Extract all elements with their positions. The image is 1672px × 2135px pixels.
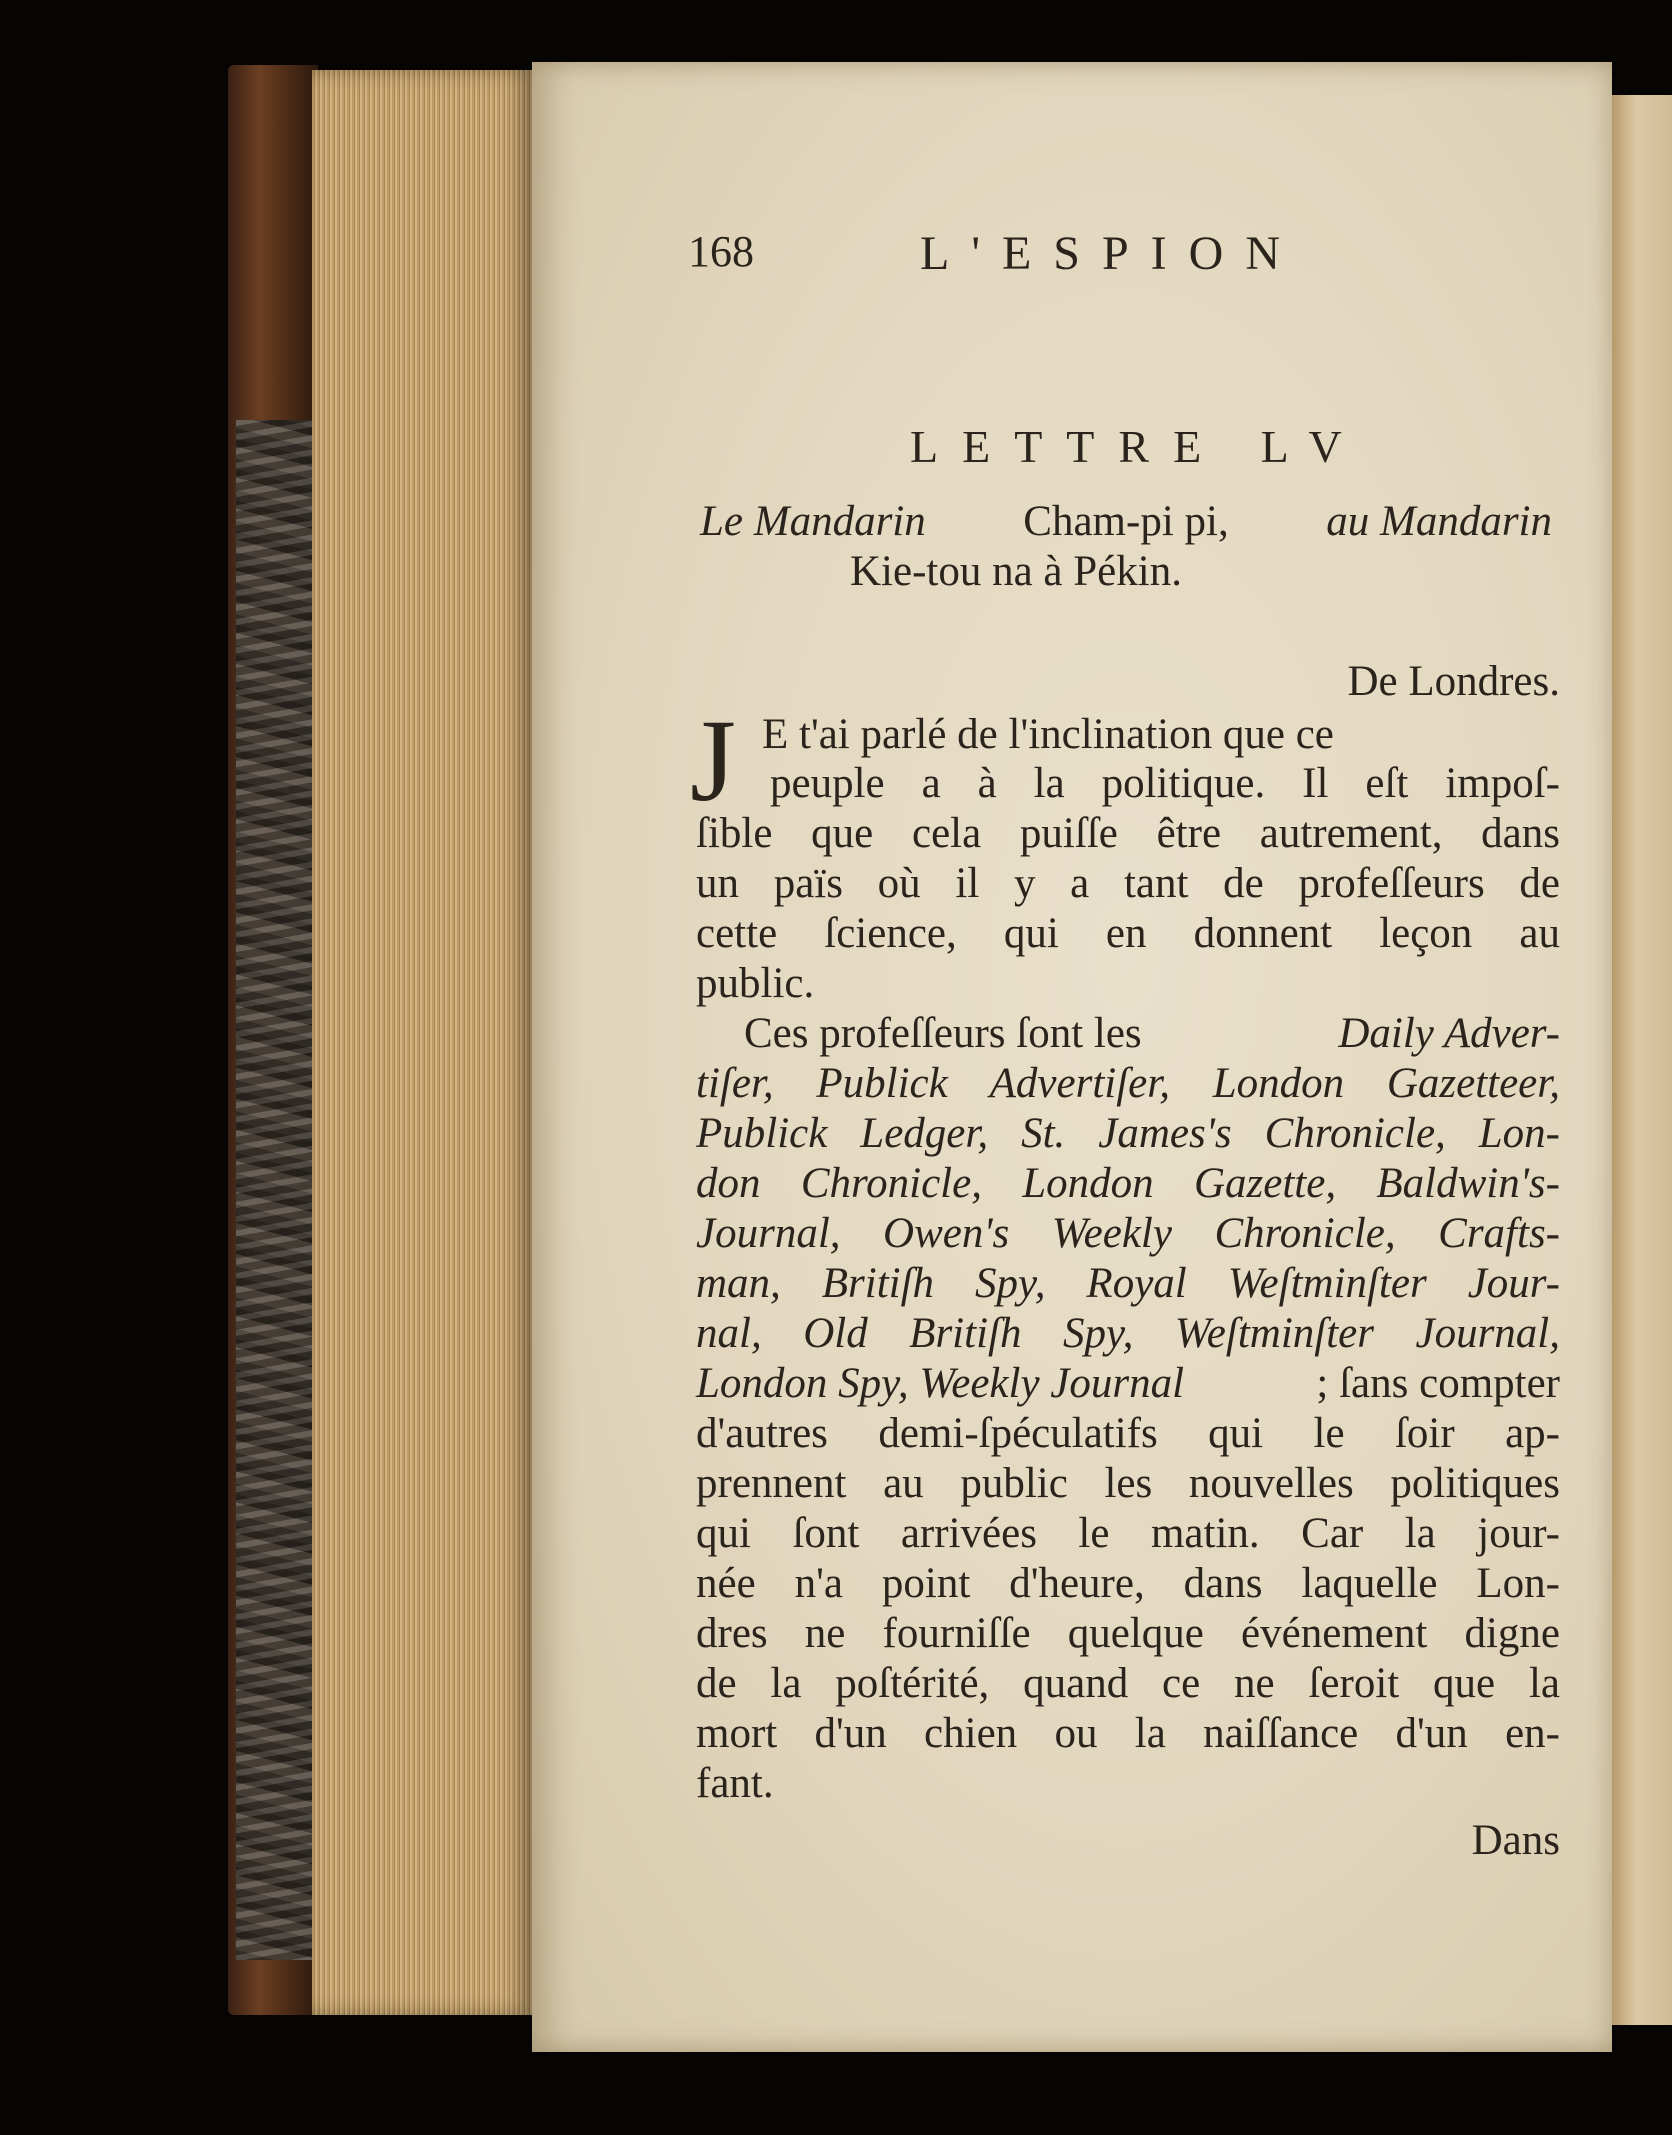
catchword: Dans <box>1471 1817 1560 1864</box>
paragraph-2-text: Ces profeſſeurs ſont les <box>744 1010 1142 1057</box>
page-number: 168 <box>688 227 754 276</box>
paragraph-2-text: London Spy, Weekly Journal <box>696 1360 1185 1407</box>
paragraph-2-line: tiſer, Publick Advertiſer, London Gazetteer, <box>696 1060 1560 1107</box>
paragraph-2-line: fant. <box>696 1760 774 1807</box>
paragraph-2-text: ; ſans compter <box>1316 1360 1560 1407</box>
paragraph-2-line: qui ſont arrivées le matin. Car la jour- <box>696 1510 1560 1557</box>
marbled-cover <box>236 420 314 1960</box>
letter-address-line-2: Kie-tou na à Pékin. <box>850 548 1182 595</box>
paragraph-2-line-9 <box>696 1362 1560 1405</box>
paragraph-2-line: prennent au public les nouvelles politiques <box>696 1460 1560 1507</box>
page-edges <box>312 70 532 2015</box>
address-part-a: Le Mandarin <box>700 498 926 545</box>
paragraph-2-line: nal, Old Britiſh Spy, Weſtminſter Journal, <box>696 1310 1560 1357</box>
paragraph-2-line: Publick Ledger, St. James's Chronicle, Lon- <box>696 1110 1560 1157</box>
paragraph-2-line: man, Britiſh Spy, Royal Weſtminſter Jour- <box>696 1260 1560 1307</box>
paragraph-1-line: ſible que cela puiſſe être autrement, dans <box>696 810 1560 857</box>
paragraph-2-line: Journal, Owen's Weekly Chronicle, Crafts- <box>696 1210 1560 1257</box>
paragraph-2-line: née n'a point d'heure, dans laquelle Lon- <box>696 1560 1560 1607</box>
paragraph-2-line: mort d'un chien ou la naiſſance d'un en- <box>696 1710 1560 1757</box>
running-head: L'ESPION <box>920 227 1302 280</box>
book-page <box>532 62 1612 2052</box>
paragraph-1-line: peuple a à la politique. Il eſt impoſ- <box>770 760 1560 807</box>
paragraph-1-line: cette ſcience, qui en donnent leçon au <box>696 910 1560 957</box>
paragraph-2-line: d'autres demi-ſpéculatifs qui le ſoir ap- <box>696 1410 1560 1457</box>
paragraph-1-line: public. <box>696 960 815 1007</box>
page-text <box>532 62 1612 2052</box>
address-part-b: Cham-pi pi, <box>1023 498 1229 545</box>
letter-title: LETTRE LV <box>910 421 1366 472</box>
drop-cap: J <box>690 695 736 826</box>
letter-address-line-1 <box>700 500 1552 543</box>
paragraph-1-line: E t'ai parlé de l'inclination que ce <box>762 711 1334 758</box>
paragraph-2-text: Daily Adver- <box>1338 1010 1560 1057</box>
dateline: De Londres. <box>1347 658 1560 705</box>
paragraph-2-line: dres ne fourniſſe quelque événement digne <box>696 1610 1560 1657</box>
facing-page-edge <box>1612 95 1672 2025</box>
paragraph-2-line: de la poſtérité, quand ce ne ſeroit que la <box>696 1660 1560 1707</box>
address-part-c: au Mandarin <box>1326 498 1552 545</box>
paragraph-1-line: un païs où il y a tant de profeſſeurs de <box>696 860 1560 907</box>
paragraph-2-line: don Chronicle, London Gazette, Baldwin's- <box>696 1160 1560 1207</box>
paragraph-2-line-1 <box>744 1012 1560 1055</box>
